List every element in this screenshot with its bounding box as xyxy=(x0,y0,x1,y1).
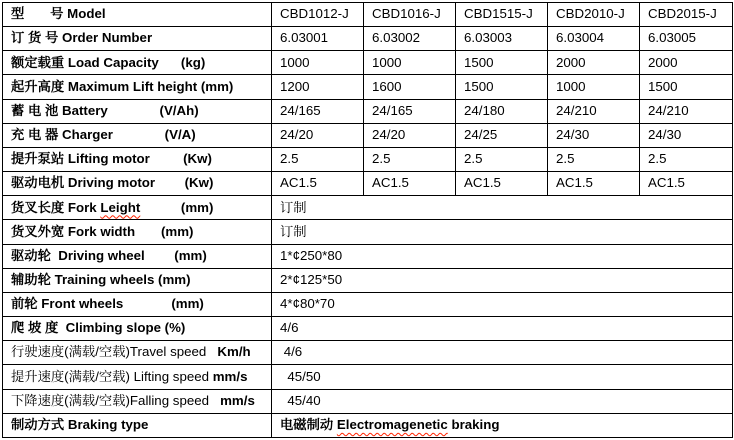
text-fork-length: 货叉长度 Fork xyxy=(11,199,101,215)
text-braking-type: 电磁制动 xyxy=(280,417,337,433)
row-value-driving-motor-col4: AC1.5 xyxy=(548,172,640,196)
spec-row-lifting-speed xyxy=(3,365,733,389)
row-value-charger-col5: 24/30 xyxy=(640,123,733,147)
row-value-driving-motor-col2: AC1.5 xyxy=(364,172,456,196)
row-label-battery xyxy=(3,99,272,123)
spec-table-body xyxy=(3,3,733,438)
row-label-max-lift-height xyxy=(3,75,272,99)
text-max-lift-height: 起升高度 Maximum Lift height (mm) xyxy=(11,78,234,94)
row-label-falling-speed xyxy=(3,389,272,413)
row-value-load-capacity-col3: 1500 xyxy=(456,51,548,75)
row-value-battery-col2: 24/165 xyxy=(364,99,456,123)
text-lifting-speed: mm/s xyxy=(212,368,248,384)
row-value-model-col1: CBD1012-J xyxy=(272,3,364,27)
row-value-driving-motor-col1: AC1.5 xyxy=(272,172,364,196)
row-value-charger-col1: 24/20 xyxy=(272,123,364,147)
row-value-charger-col4: 24/30 xyxy=(548,123,640,147)
row-value-battery-col1: 24/165 xyxy=(272,99,364,123)
text-order-number: 订 货 号 Order Number xyxy=(11,30,153,46)
row-value-driving-motor-col3: AC1.5 xyxy=(456,172,548,196)
spec-row-braking-type xyxy=(3,413,733,437)
spec-row-max-lift-height xyxy=(3,75,733,99)
spec-row-training-wheels xyxy=(3,268,733,292)
row-value-load-capacity-col5: 2000 xyxy=(640,51,733,75)
row-value-fork-width: 订制 xyxy=(272,220,733,244)
text-lifting-motor: 提升泵站 Lifting motor (Kw) xyxy=(11,151,212,167)
spec-row-charger xyxy=(3,123,733,147)
row-value-max-lift-height-col1: 1200 xyxy=(272,75,364,99)
row-value-lifting-speed: 45/50 xyxy=(272,365,733,389)
row-label-front-wheels xyxy=(3,292,272,316)
spec-row-order-number xyxy=(3,27,733,51)
row-value-order-number-col1: 6.03001 xyxy=(272,27,364,51)
row-value-model-col3: CBD1515-J xyxy=(456,3,548,27)
row-value-braking-type xyxy=(272,413,733,437)
spec-row-falling-speed xyxy=(3,389,733,413)
spec-row-model xyxy=(3,3,733,27)
text-driving-motor: 驱动电机 Driving motor (Kw) xyxy=(11,175,214,191)
row-label-driving-wheel xyxy=(3,244,272,268)
text-travel-speed: 行驶速度(满载/空载)Travel speed xyxy=(11,344,218,360)
row-label-fork-length xyxy=(3,196,272,220)
row-value-order-number-col3: 6.03003 xyxy=(456,27,548,51)
text-charger: 充 电 器 Charger (V/A) xyxy=(11,127,196,143)
text-climbing-slope: 爬 坡 度 Climbing slope (%) xyxy=(11,320,186,336)
spec-row-battery xyxy=(3,99,733,123)
text-braking-type: braking xyxy=(447,417,500,433)
text-load-capacity: 额定载重 Load Capacity (kg) xyxy=(11,54,206,70)
spec-row-driving-wheel xyxy=(3,244,733,268)
spec-row-climbing-slope xyxy=(3,317,733,341)
row-label-load-capacity xyxy=(3,51,272,75)
row-value-charger-col2: 24/20 xyxy=(364,123,456,147)
row-value-driving-wheel: 1*¢250*80 xyxy=(272,244,733,268)
row-value-front-wheels: 4*¢80*70 xyxy=(272,292,733,316)
row-label-braking-type xyxy=(3,413,272,437)
row-value-battery-col4: 24/210 xyxy=(548,99,640,123)
row-label-order-number xyxy=(3,27,272,51)
row-value-charger-col3: 24/25 xyxy=(456,123,548,147)
row-value-lifting-motor-col5: 2.5 xyxy=(640,147,733,171)
text-front-wheels: 前轮 Front wheels (mm) xyxy=(11,296,204,312)
text-braking-type: 制动方式 Braking type xyxy=(11,417,149,433)
row-label-driving-motor xyxy=(3,172,272,196)
row-value-falling-speed: 45/40 xyxy=(272,389,733,413)
text-model: 型 号 Model xyxy=(11,6,106,22)
row-value-model-col2: CBD1016-J xyxy=(364,3,456,27)
row-value-lifting-motor-col2: 2.5 xyxy=(364,147,456,171)
row-value-battery-col5: 24/210 xyxy=(640,99,733,123)
spec-row-travel-speed xyxy=(3,341,733,365)
spec-row-load-capacity xyxy=(3,51,733,75)
row-value-model-col5: CBD2015-J xyxy=(640,3,733,27)
row-value-load-capacity-col2: 1000 xyxy=(364,51,456,75)
spec-row-driving-motor xyxy=(3,172,733,196)
row-value-order-number-col5: 6.03005 xyxy=(640,27,733,51)
row-value-lifting-motor-col4: 2.5 xyxy=(548,147,640,171)
text-lifting-speed: 提升速度(满载/空载) Lifting speed xyxy=(11,368,213,384)
text-training-wheels: 辅助轮 Training wheels (mm) xyxy=(11,271,191,287)
spec-row-fork-width xyxy=(3,220,733,244)
row-label-travel-speed xyxy=(3,341,272,365)
row-value-max-lift-height-col5: 1500 xyxy=(640,75,733,99)
text-fork-width: 货叉外宽 Fork width (mm) xyxy=(11,223,194,239)
spec-table xyxy=(2,2,733,438)
row-label-lifting-speed xyxy=(3,365,272,389)
row-label-lifting-motor xyxy=(3,147,272,171)
row-value-model-col4: CBD2010-J xyxy=(548,3,640,27)
row-label-charger xyxy=(3,123,272,147)
row-label-fork-width xyxy=(3,220,272,244)
row-label-climbing-slope xyxy=(3,317,272,341)
row-value-max-lift-height-col4: 1000 xyxy=(548,75,640,99)
row-value-lifting-motor-col3: 2.5 xyxy=(456,147,548,171)
row-value-max-lift-height-col3: 1500 xyxy=(456,75,548,99)
row-value-travel-speed: 4/6 xyxy=(272,341,733,365)
text-fork-length: (mm) xyxy=(140,199,214,215)
row-value-order-number-col4: 6.03004 xyxy=(548,27,640,51)
row-value-driving-motor-col5: AC1.5 xyxy=(640,172,733,196)
spec-row-front-wheels xyxy=(3,292,733,316)
row-value-battery-col3: 24/180 xyxy=(456,99,548,123)
row-value-fork-length: 订制 xyxy=(272,196,733,220)
misspelled-word: Leight xyxy=(100,199,141,215)
row-value-max-lift-height-col2: 1600 xyxy=(364,75,456,99)
row-value-load-capacity-col1: 1000 xyxy=(272,51,364,75)
row-value-load-capacity-col4: 2000 xyxy=(548,51,640,75)
text-battery: 蓄 电 池 Battery (V/Ah) xyxy=(11,102,199,118)
misspelled-word: Electromagenetic xyxy=(336,417,448,433)
row-value-training-wheels: 2*¢125*50 xyxy=(272,268,733,292)
row-value-order-number-col2: 6.03002 xyxy=(364,27,456,51)
row-value-climbing-slope: 4/6 xyxy=(272,317,733,341)
spec-row-fork-length xyxy=(3,196,733,220)
row-label-model xyxy=(3,3,272,27)
row-value-lifting-motor-col1: 2.5 xyxy=(272,147,364,171)
row-label-training-wheels xyxy=(3,268,272,292)
text-falling-speed: mm/s xyxy=(220,392,255,408)
text-falling-speed: 下降速度(满载/空载)Falling speed xyxy=(11,392,221,408)
text-travel-speed: Km/h xyxy=(217,344,251,360)
text-driving-wheel: 驱动轮 Driving wheel (mm) xyxy=(11,247,207,263)
spec-row-lifting-motor xyxy=(3,147,733,171)
